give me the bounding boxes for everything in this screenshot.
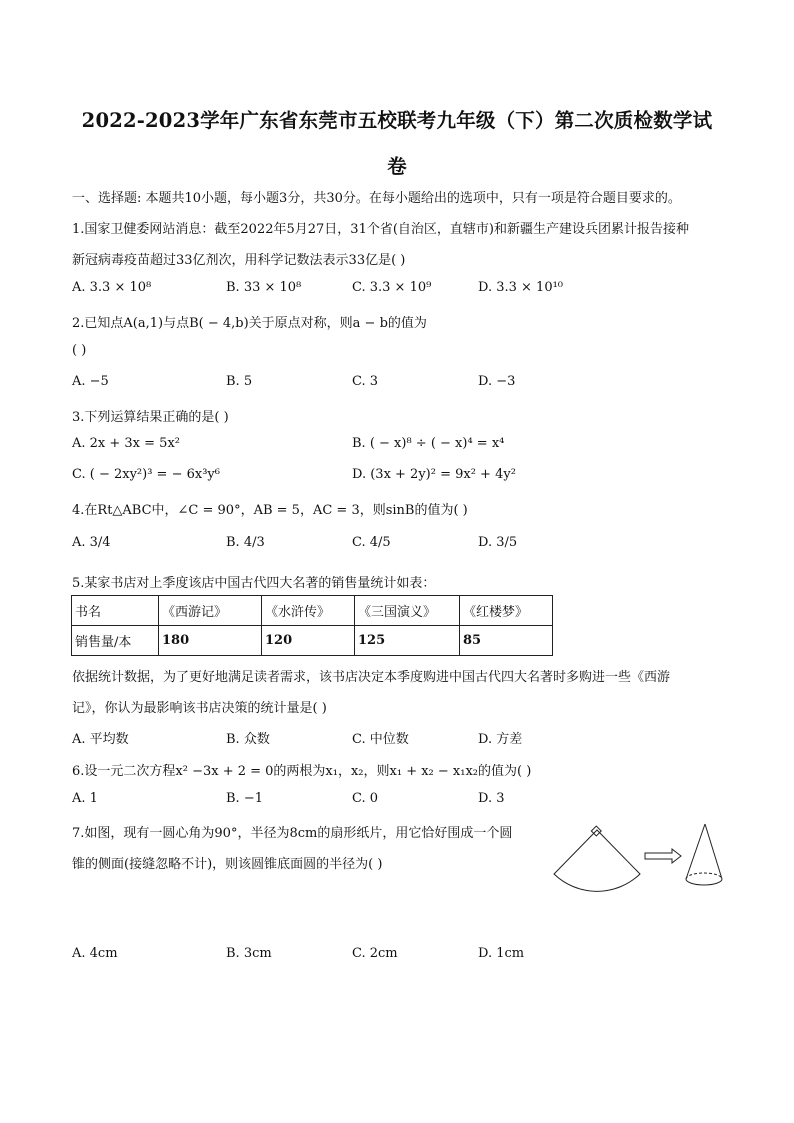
q6-option-c: C. 0 — [352, 791, 379, 806]
arrow-icon — [645, 849, 681, 863]
q2-stem-line-1: 2.已知点A(a,1)与点B( − 4,b)关于原点对称，则a − b的值为 — [72, 316, 427, 331]
q7-stem-line-2: 锥的侧面(接缝忽略不计)，则该圆锥底面圆的半径为( ) — [72, 857, 383, 872]
q4-option-b: B. 4/3 — [226, 535, 265, 550]
q4-option-c: C. 4/5 — [352, 535, 391, 550]
table-cell: 85 — [460, 626, 553, 656]
q2-option-c: C. 3 — [352, 374, 379, 389]
title-line-2: 卷 — [387, 155, 407, 178]
q5-stem-line-2: 依据统计数据，为了更好地满足读者需求，该书店决定本季度购进中国古代四大名著时多购进一些《西游 — [72, 670, 671, 685]
table-cell: 销售量/本 — [72, 626, 159, 656]
q3-option-d: D. (3x + 2y)² = 9x² + 4y² — [352, 467, 516, 482]
sector-to-cone-figure — [548, 822, 728, 894]
q3-option-b: B. ( − x)⁸ ÷ ( − x)⁴ = x⁴ — [352, 436, 505, 451]
table-cell: 125 — [355, 626, 460, 656]
table-row — [72, 626, 553, 656]
q1-option-d: D. 3.3 × 10¹⁰ — [478, 280, 564, 295]
q6-option-d: D. 3 — [478, 791, 505, 806]
title-line-1: 2022-2023学年广东省东莞市五校联考九年级（下）第二次质检数学试 — [81, 109, 713, 132]
q3-option-a: A. 2x + 3x = 5x² — [72, 436, 180, 451]
table-cell: 《水浒传》 — [262, 596, 355, 626]
table-header-row — [72, 596, 553, 626]
q5-option-d: D. 方差 — [478, 732, 523, 747]
sector-shape — [554, 826, 640, 891]
q2-stem-line-2: ( ) — [72, 343, 87, 358]
q1-stem-line-1: 1.国家卫健委网站消息：截至2022年5月27日，31个省(自治区，直辖市)和新疆生产建设兵团累计报告接种 — [72, 222, 689, 237]
q2-option-a: A. −5 — [72, 374, 109, 389]
q5-stem-line-3: 记》，你认为最影响该书店决策的统计量是( ) — [72, 701, 327, 716]
q1-option-c: C. 3.3 × 10⁹ — [352, 280, 432, 295]
table-cell: 120 — [262, 626, 355, 656]
section-heading: 一、选择题: 本题共10小题，每小题3分，共30分。在每小题给出的选项中，只有一项是符合题目要求的。 — [72, 191, 681, 206]
q7-option-d: D. 1cm — [478, 946, 525, 961]
q2-option-b: B. 5 — [226, 374, 253, 389]
q7-option-c: C. 2cm — [352, 946, 398, 961]
q5-option-b: B. 众数 — [226, 732, 270, 747]
cone-shape — [686, 824, 722, 885]
q4-option-a: A. 3/4 — [72, 535, 111, 550]
q7-option-b: B. 3cm — [226, 946, 272, 961]
q6-stem: 6.设一元二次方程x² −3x + 2 = 0的两根为x₁，x₂，则x₁ + x₂ − x₁x₂的值为( ) — [72, 764, 532, 779]
q7-option-a: A. 4cm — [72, 946, 118, 961]
q3-option-c: C. ( − 2xy²)³ = − 6x³y⁶ — [72, 467, 220, 482]
page-title — [50, 98, 744, 190]
q5-option-c: C. 中位数 — [352, 732, 409, 747]
q5-stem-line-1: 5.某家书店对上季度该店中国古代四大名著的销售量统计如表： — [72, 576, 436, 591]
q6-option-b: B. −1 — [226, 791, 263, 806]
q1-stem-line-2: 新冠病毒疫苗超过33亿剂次，用科学记数法表示33亿是( ) — [72, 253, 406, 268]
table-cell: 《西游记》 — [159, 596, 262, 626]
q4-stem: 4.在Rt△ABC中，∠C = 90°，AB = 5，AC = 3，则sinB的值为( ) — [72, 503, 468, 518]
q1-option-a: A. 3.3 × 10⁸ — [72, 280, 152, 295]
q5-option-a: A. 平均数 — [72, 732, 129, 747]
q1-option-b: B. 33 × 10⁸ — [226, 280, 302, 295]
table-cell: 180 — [159, 626, 262, 656]
q4-option-d: D. 3/5 — [478, 535, 518, 550]
table-cell: 《三国演义》 — [355, 596, 460, 626]
q3-stem: 3.下列运算结果正确的是( ) — [72, 410, 229, 425]
q7-stem-line-1: 7.如图，现有一圆心角为90°，半径为8cm的扇形纸片，用它恰好围成一个圆 — [72, 826, 513, 841]
q6-option-a: A. 1 — [72, 791, 98, 806]
q2-option-d: D. −3 — [478, 374, 516, 389]
table-cell: 《红楼梦》 — [460, 596, 553, 626]
table-cell: 书名 — [72, 596, 159, 626]
sales-table — [71, 595, 553, 656]
